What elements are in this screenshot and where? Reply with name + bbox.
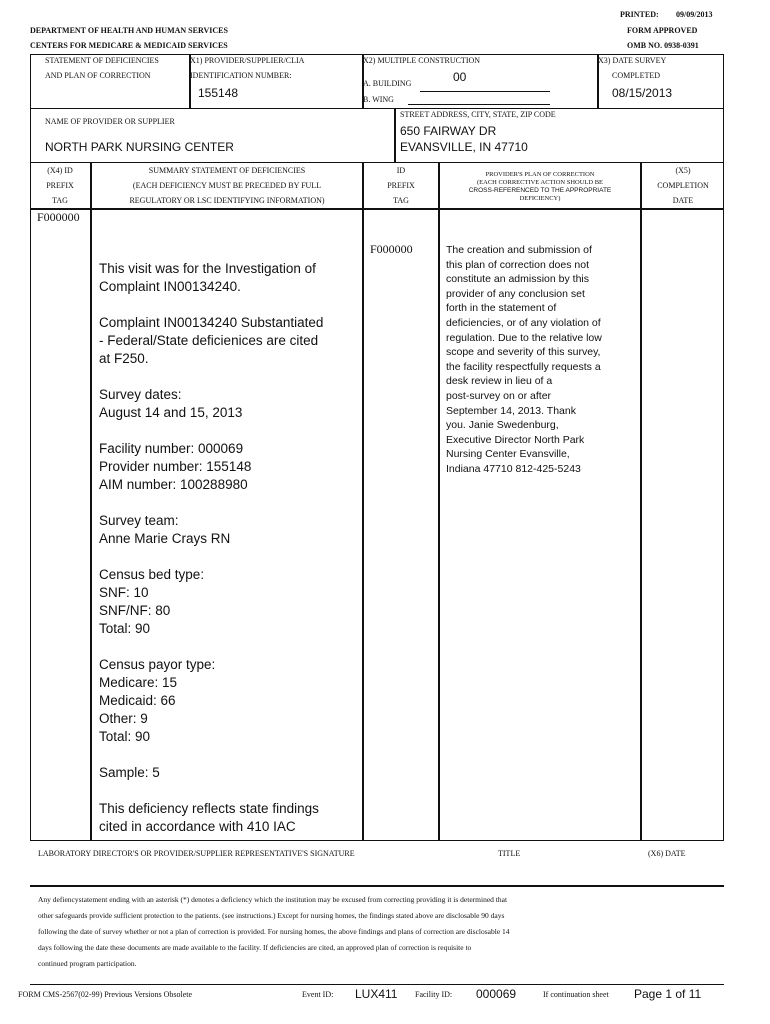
continuation-label: If continuation sheet [543,990,609,999]
summary-line: Anne Marie Crays RN [99,531,231,546]
summary-header-2: (EACH DEFICIENCY MUST BE PRECEDED BY FULL [132,181,322,190]
provider-name-label: NAME OF PROVIDER OR SUPPLIER [45,117,175,126]
x5-header-1: (X5) [675,166,691,175]
summary-line: Medicaid: 66 [99,693,176,708]
street-address: 650 FAIRWAY DR [400,124,497,138]
poc-header-1: PROVIDER'S PLAN OF CORRECTION [485,171,595,178]
summary-line: August 14 and 15, 2013 [99,405,243,420]
poc-line: Executive Director North Park [446,433,585,446]
summary-header-3: REGULATORY OR LSC IDENTIFYING INFORMATION) [129,196,325,205]
x5-header-2: COMPLETION [657,181,709,190]
summary-line: Complaint IN00134240 Substantiated [99,315,324,330]
left-tag: F000000 [37,210,80,224]
poc-line: this plan of correction does not [446,258,590,271]
summary-line: cited in accordance with 410 IAC [99,819,296,834]
poc-line: forth in the statement of [446,302,557,315]
x6-date-label: (X6) DATE [648,849,686,858]
form-approved: FORM APPROVED [627,26,698,35]
disclaimer-line: days following the date these documents are made available to the facility. If deficiencies are cited, an approved plan of correction is requisite to [38,943,472,952]
disclaimer-line: following the date of survey whether or not a plan of correction is provided. For nursing homes, the above findings and plans of correction are disclosable 14 [38,927,510,936]
poc-header-4: DEFICIENCY) [519,195,561,202]
disclaimer-line: continued program participation. [38,959,137,968]
survey-date: 08/15/2013 [612,86,673,100]
summary-line: This deficiency reflects state findings [99,801,319,816]
x4-header-3: TAG [52,196,68,205]
summary-line: Facility number: 000069 [99,441,244,456]
statement-label-1: STATEMENT OF DEFICIENCIES [45,56,159,65]
statement-label-2: AND PLAN OF CORRECTION [45,71,151,80]
page-number: Page 1 of 11 [634,987,702,1001]
summary-paragraph [99,656,357,746]
form-number: FORM CMS-2567(02-99) Previous Versions Obsolete [18,990,193,999]
poc-line: deficiencies, or of any violation of [446,316,601,329]
poc-line: regulation. Due to the relative low [446,331,602,344]
poc-line: The creation and submission of [446,244,592,256]
summary-line: - Federal/State deficienices are cited [99,333,319,348]
summary-line: SNF: 10 [99,585,149,600]
facility-id: 000069 [476,987,517,1001]
facility-id-label: Facility ID: [415,990,453,999]
x1-label-2: IDENTIFICATION NUMBER: [190,71,292,80]
x5-header-3: DATE [672,196,694,205]
summary-paragraph [99,764,357,782]
building-label: A. BUILDING [363,79,412,88]
summary-line: Survey team: [99,513,179,528]
event-id: LUX411 [355,987,398,1001]
address-label: STREET ADDRESS, CITY, STATE, ZIP CODE [400,110,556,119]
summary-line: Other: 9 [99,711,148,726]
summary-line: Total: 90 [99,621,151,636]
poc-line: scope and severity of this survey, [446,346,601,359]
summary-header-1: SUMMARY STATEMENT OF DEFICIENCIES [148,166,306,175]
summary-line: Survey dates: [99,387,182,402]
centers-title: CENTERS FOR MEDICARE & MEDICAID SERVICES [30,41,228,50]
summary-paragraph [99,386,357,422]
x2-label: X2) MULTIPLE CONSTRUCTION [363,56,481,65]
summary-line: Medicare: 15 [99,675,178,690]
poc-line: the facility respectfully requests a [446,360,601,373]
provider-number: 155148 [198,86,239,100]
disclaimer [38,892,718,972]
summary-paragraph [99,566,357,638]
disclaimer-line: Any defiencystatement ending with an asterisk (*) denotes a deficiency which the institution may be excused from correcting providing it is determined that [38,895,508,904]
title-label: TITLE [498,849,521,858]
provider-name: NORTH PARK NURSING CENTER [45,140,234,154]
summary-line: Complaint IN00134240. [99,279,241,294]
poc-header-2: (EACH CORRECTIVE ACTION SHOULD BE [476,179,604,186]
poc-line: Indiana 47710 812-425-5243 [446,462,581,475]
poc-line: you. Janie Swedenburg, [446,419,559,432]
building-value: 00 [453,70,467,84]
department-title: DEPARTMENT OF HEALTH AND HUMAN SERVICES [30,26,228,35]
id-header-2: PREFIX [387,181,415,190]
poc-line: post-survey on or after [446,389,552,402]
summary-line: This visit was for the Investigation of [99,261,316,276]
summary-line: Provider number: 155148 [99,459,252,474]
summary-statement [99,260,357,854]
city-state-zip: EVANSVILLE, IN 47710 [400,140,528,154]
summary-paragraph [99,512,357,548]
summary-line: Census payor type: [99,657,216,672]
signature-label: LABORATORY DIRECTOR'S OR PROVIDER/SUPPLIER REPRESENTATIVE'S SIGNATURE [38,849,355,858]
summary-line: Total: 90 [99,729,151,744]
summary-paragraph [99,260,357,296]
printed-label: PRINTED: [620,10,659,19]
event-id-label: Event ID: [302,990,334,999]
id-header-1: ID [396,166,406,175]
omb-number: OMB NO. 0938-0391 [627,41,699,50]
summary-line: at F250. [99,351,149,366]
disclaimer-line: other safeguards provide sufficient protection to the patients. (see instructions.) Except for nursing homes, the findings stated above are disclosable 90 days [38,911,505,920]
summary-line: Census bed type: [99,567,205,582]
poc-header-3: CROSS-REFERENCED TO THE APPROPRIATE [468,187,612,194]
x4-header-2: PREFIX [46,181,74,190]
right-tag: F000000 [370,242,413,256]
summary-line: AIM number: 100288980 [99,477,248,492]
poc-line: constitute an admission by this [446,273,589,286]
plan-of-correction [446,243,638,477]
summary-paragraph [99,800,357,836]
summary-line: SNF/NF: 80 [99,603,171,618]
id-header-3: TAG [393,196,409,205]
summary-paragraph [99,440,357,494]
poc-line: provider of any conclusion set [446,287,585,300]
printed-date: 09/09/2013 [676,10,713,19]
poc-line: Nursing Center Evansville, [446,448,570,461]
x3-label-2: COMPLETED [612,71,660,80]
poc-line: September 14, 2013. Thank [446,404,576,417]
summary-line: Sample: 5 [99,765,160,780]
x1-label-1: X1) PROVIDER/SUPPLIER/CLIA [190,56,305,65]
x4-header-1: (X4) ID [47,166,73,175]
poc-line: desk review in lieu of a [446,375,553,388]
summary-paragraph [99,314,357,368]
x3-label-1: X3) DATE SURVEY [598,56,667,65]
wing-label: B. WING [363,95,394,104]
